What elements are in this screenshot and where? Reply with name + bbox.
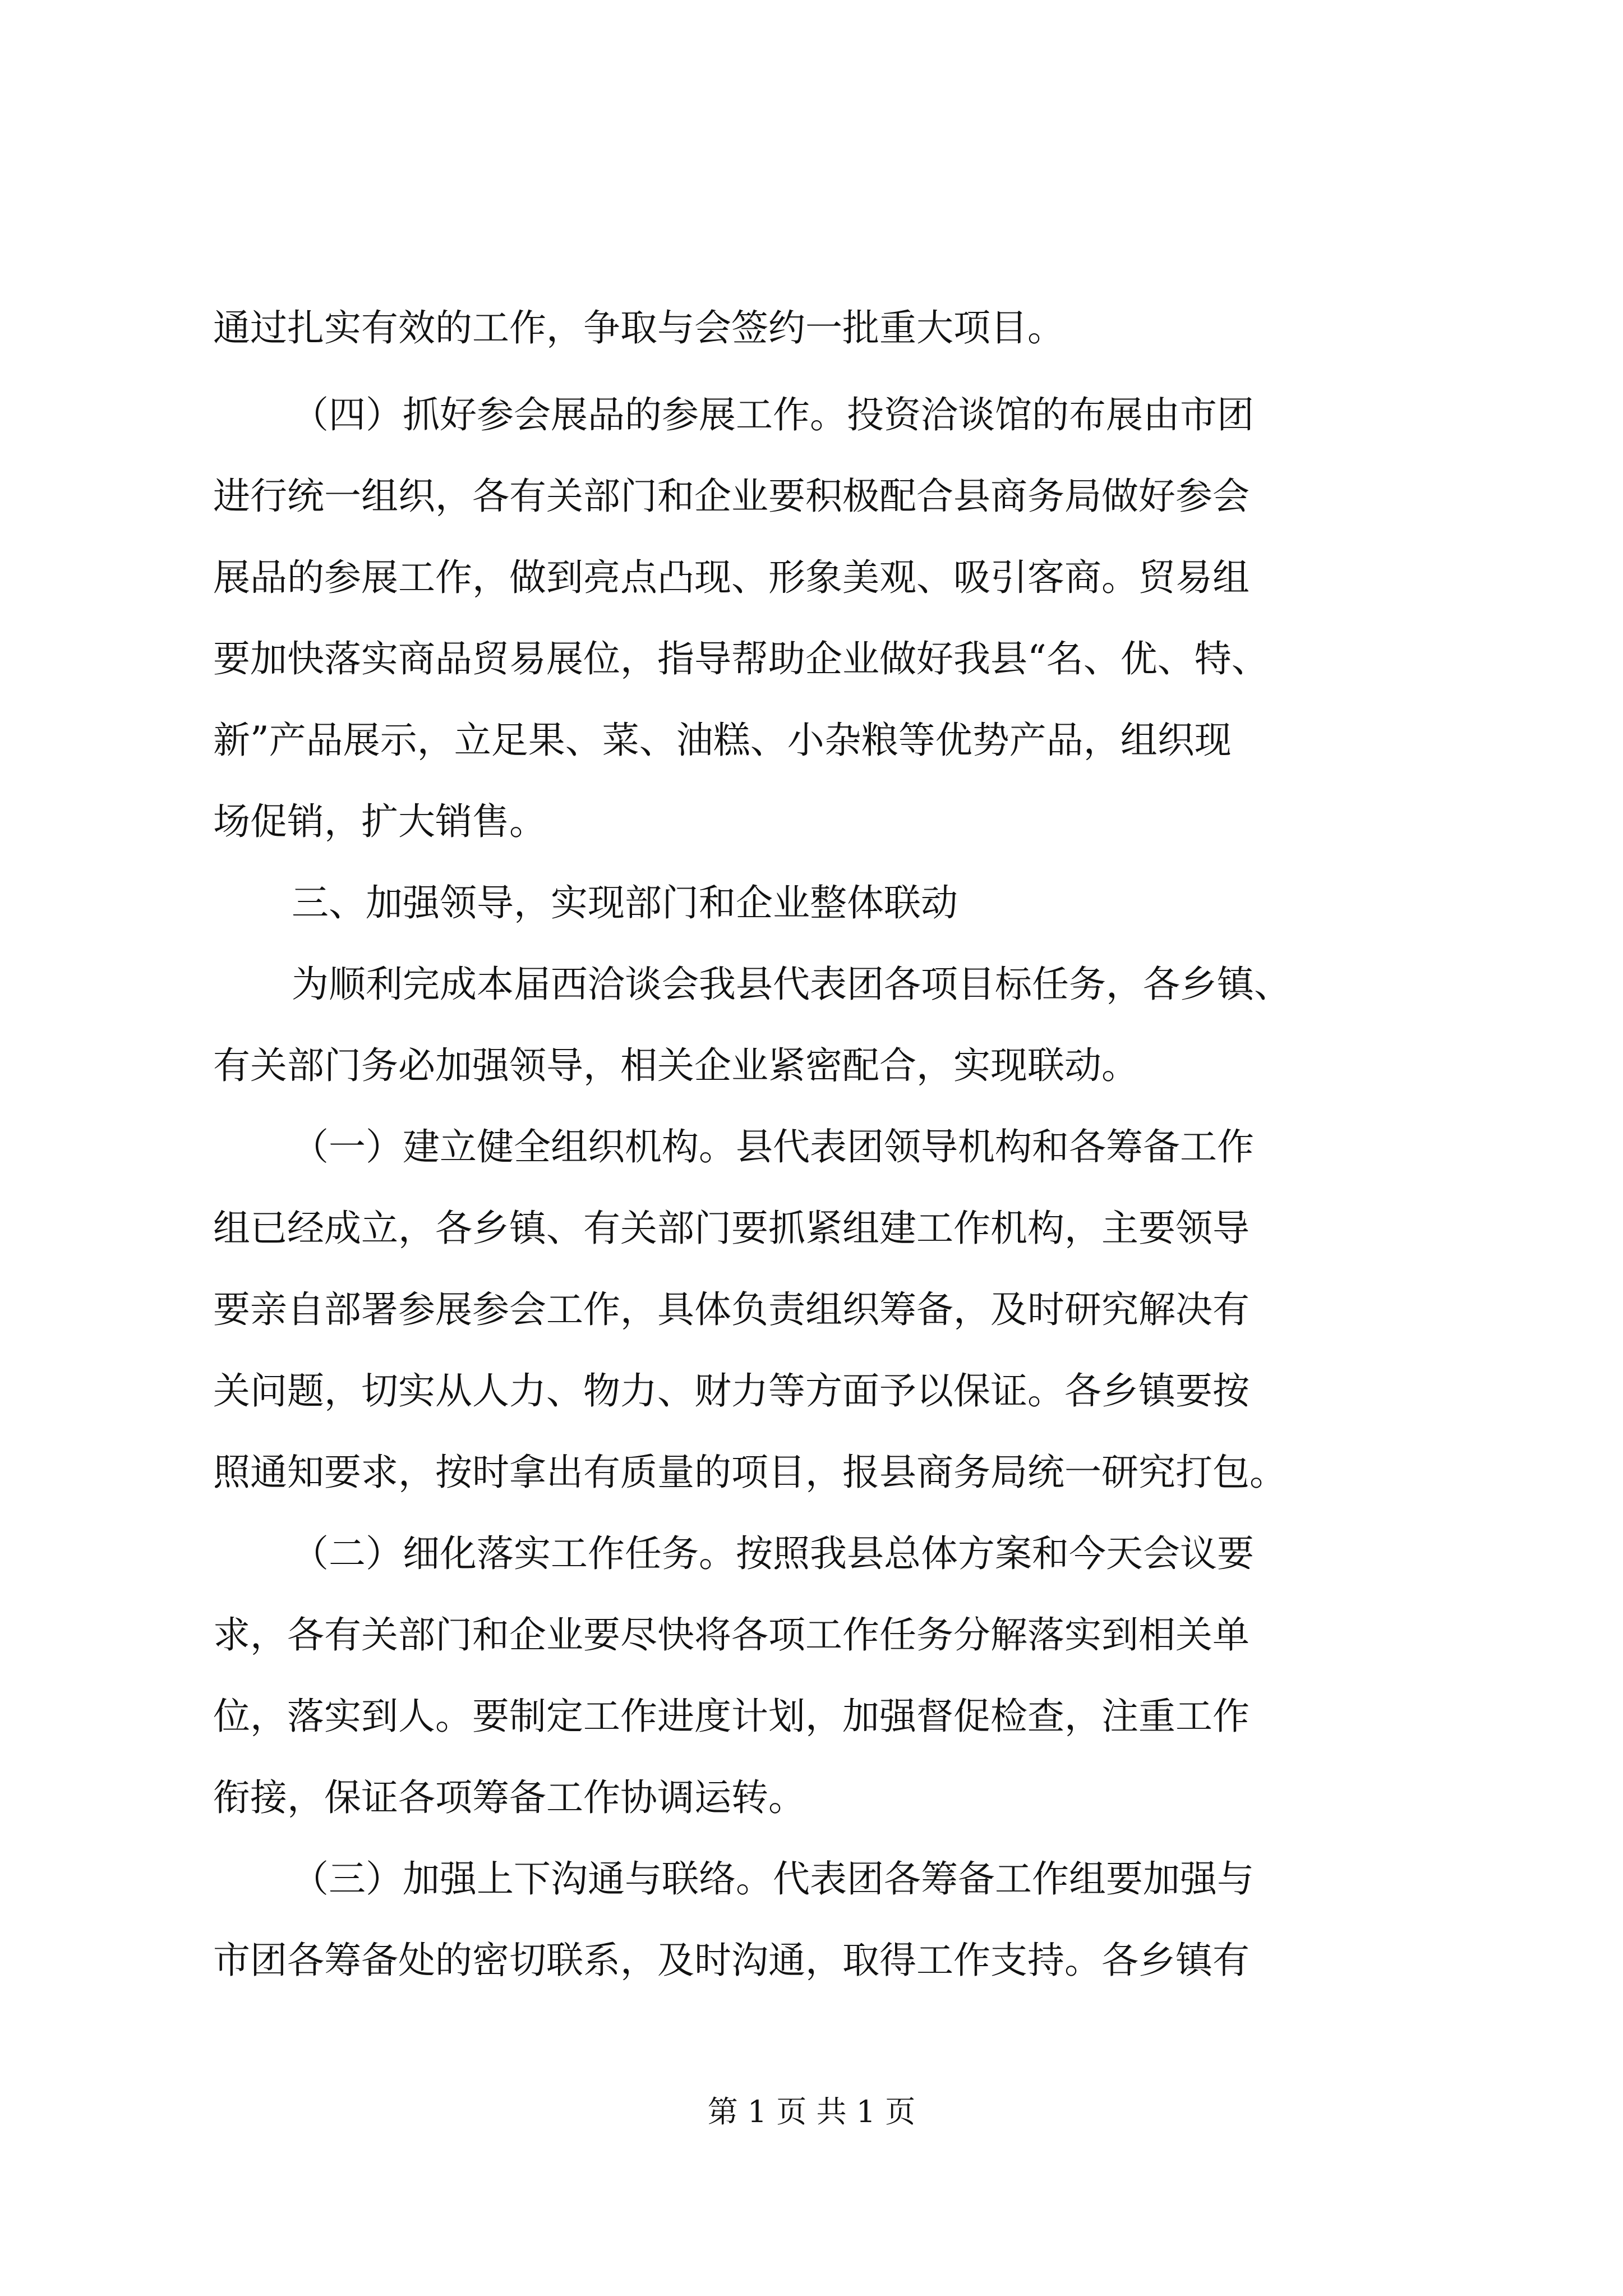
text-line: 新”产品展示，立足果、菜、油糕、小杂粮等优势产品，组织现 [213, 719, 1232, 762]
text-line: （二）细化落实工作任务。按照我县总体方案和今天会议要 [292, 1532, 1254, 1575]
text-line: 要亲自部署参展参会工作，具体负责组织筹备，及时研究解决有 [213, 1288, 1249, 1331]
text-line: 照通知要求，按时拿出有质量的项目，报县商务局统一研究打包。 [213, 1451, 1287, 1494]
section-heading: 三、加强领导，实现部门和企业整体联动 [292, 881, 958, 924]
text-line: 通过扎实有效的工作，争取与会签约一批重大项目。 [213, 306, 1064, 349]
text-line: 市团各筹备处的密切联系，及时沟通，取得工作支持。各乡镇有 [213, 1939, 1249, 1982]
text-line: （四）抓好参会展品的参展工作。投资洽谈馆的布展由市团 [292, 393, 1254, 436]
text-line: 要加快落实商品贸易展位，指导帮助企业做好我县“名、优、特、 [213, 637, 1269, 680]
text-line: 展品的参展工作，做到亮点凸现、形象美观、吸引客商。贸易组 [213, 556, 1249, 599]
page-footer: 第 1 页 共 1 页 [707, 2094, 916, 2129]
text-line: 为顺利完成本届西洽谈会我县代表团各项目标任务，各乡镇、 [292, 963, 1291, 1006]
text-line: 关问题，切实从人力、物力、财力等方面予以保证。各乡镇要按 [213, 1369, 1249, 1412]
text-line: 进行统一组织，各有关部门和企业要积极配合县商务局做好参会 [213, 475, 1249, 518]
text-line: 场促销，扩大销售。 [213, 800, 546, 843]
text-line: 求，各有关部门和企业要尽快将各项工作任务分解落实到相关单 [213, 1613, 1249, 1657]
text-line: （一）建立健全组织机构。县代表团领导机构和各筹备工作 [292, 1125, 1254, 1168]
text-line: 位，落实到人。要制定工作进度计划，加强督促检查，注重工作 [213, 1695, 1249, 1738]
text-line: 组已经成立，各乡镇、有关部门要抓紧组建工作机构，主要领导 [213, 1207, 1249, 1250]
text-line: （三）加强上下沟通与联络。代表团各筹备工作组要加强与 [292, 1857, 1254, 1901]
text-line: 有关部门务必加强领导，相关企业紧密配合，实现联动。 [213, 1044, 1138, 1087]
text-line: 衔接，保证各项筹备工作协调运转。 [213, 1776, 805, 1819]
